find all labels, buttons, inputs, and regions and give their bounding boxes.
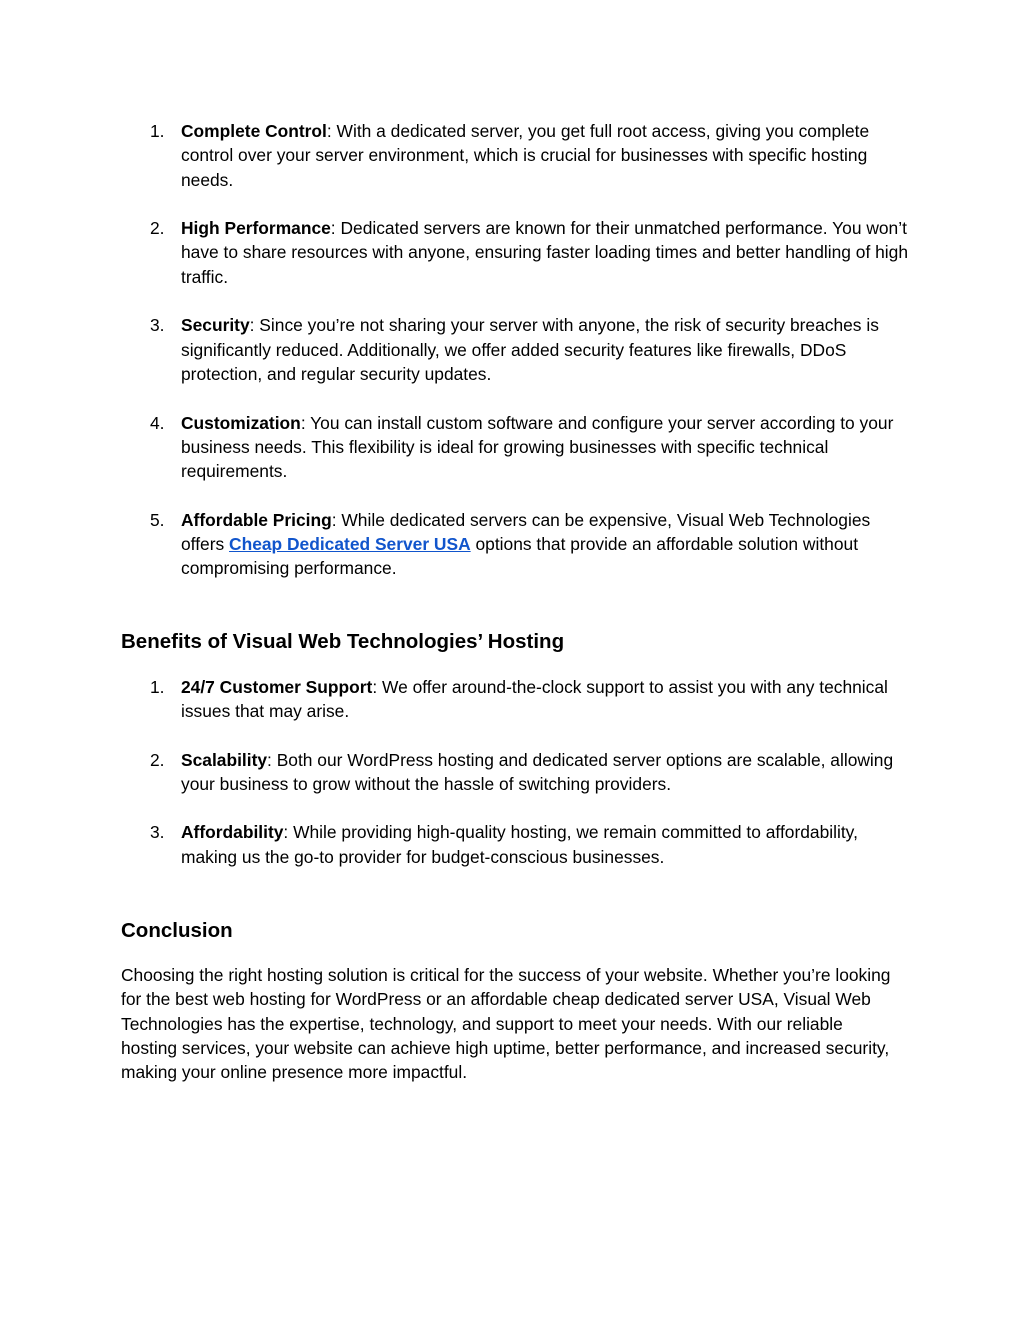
list-item	[121, 313, 911, 386]
list-item	[121, 675, 911, 724]
list-item-number: 3.	[150, 822, 165, 843]
list-item-number: 3.	[150, 315, 165, 336]
list-item-number: 5.	[150, 509, 165, 530]
list-item-text: : While dedicated servers can be expensive, Visual Web Technologies offers	[181, 509, 871, 555]
list-item	[121, 119, 911, 192]
list-item-title: Affordable Pricing	[181, 509, 332, 530]
list-item-title: Customization	[181, 412, 301, 433]
list-item-text: : Since you’re not sharing your server with anyone, the risk of security breaches is significantly reduced. Additionally, we offer added security features like firewalls, DDoS protection, and regular security updates.	[181, 315, 879, 384]
list-item-text: : With a dedicated server, you get full root access, giving you complete control over your server environment, which is crucial for businesses with specific hosting needs.	[181, 121, 870, 190]
list-item-text: : Dedicated servers are known for their unmatched performance. You won’t have to share resources with anyone, ensuring faster loading times and better handling of high traffic.	[181, 218, 908, 287]
list-item	[121, 411, 911, 484]
conclusion-heading: Conclusion	[121, 919, 233, 943]
list-item-number: 4.	[150, 412, 165, 433]
list-item-title: 24/7 Customer Support	[181, 676, 373, 697]
benefits-list	[121, 675, 911, 869]
list-item	[121, 748, 911, 797]
list-item-title: Complete Control	[181, 121, 327, 141]
list-item-title: Security	[181, 315, 250, 336]
list-item-number: 2.	[150, 749, 165, 770]
list-item	[121, 216, 911, 289]
list-item-title: High Performance	[181, 218, 331, 239]
list-item-title: Affordability	[181, 822, 284, 843]
cheap-dedicated-server-link[interactable]: Cheap Dedicated Server USA	[229, 534, 471, 555]
document-content	[121, 119, 911, 1085]
list-item	[121, 820, 911, 869]
list-item-title: Scalability	[181, 749, 268, 770]
list-item-text: : You can install custom software and configure your server according to your business needs. This flexibility is ideal for growing businesses with specific technical requirements.	[181, 412, 894, 482]
list-item-number: 1.	[150, 676, 165, 697]
list-item-text: : Both our WordPress hosting and dedicated server options are scalable, allowing your business to grow without the hassle of switching providers.	[181, 749, 894, 794]
list-item-number: 1.	[150, 121, 165, 141]
list-item-text: : We offer around-the-clock support to assist you with any technical issues that may arise.	[181, 676, 888, 721]
list-item-number: 2.	[150, 218, 165, 239]
conclusion-paragraph: Choosing the right hosting solution is critical for the success of your website. Whether you’re looking for the best web hosting for WordPress or an affordable cheap dedicated server USA, Visual Web Technologies has the expertise, technology, and support to meet your needs. With our reliable hosting services, your website can achieve high uptime, better performance, and increased security, making your online presence more impactful.	[121, 965, 891, 1083]
list-item	[121, 508, 911, 581]
benefits-heading: Benefits of Visual Web Technologies’ Hosting	[121, 629, 565, 653]
list-item-text: : While providing high-quality hosting, we remain committed to affordability, making us the go-to provider for budget-conscious businesses.	[181, 822, 858, 867]
list-item-text: options that provide an affordable solution without compromising performance.	[181, 534, 859, 579]
features-list	[121, 119, 911, 581]
